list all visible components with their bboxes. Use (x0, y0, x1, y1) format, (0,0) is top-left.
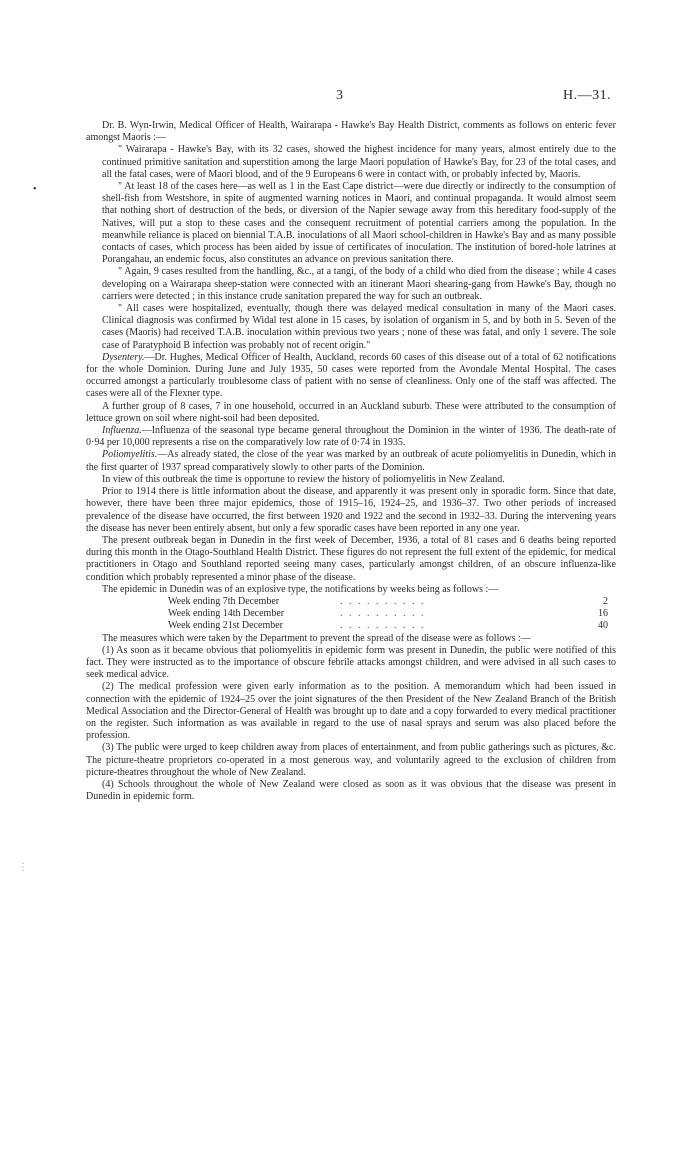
polio-paragraph: Poliomyelitis.—As already stated, the close of the year was marked by an outbreak of acute poliomyelitis in Dunedin, which in the first quarter of 1937 spread comparatively slowly to other parts of the Dominion. (86, 449, 616, 473)
table-row (168, 620, 608, 632)
measure-item: (4) Schools throughout the whole of New Zealand were closed as soon as it was obvious that the disease was present in Dunedin in epidemic form. (86, 778, 616, 803)
week-value: 2 (603, 595, 608, 607)
margin-mark: ⋮ (18, 862, 28, 873)
table-row (168, 608, 608, 620)
document-reference: H.—31. (563, 88, 612, 103)
body-paragraph: The epidemic in Dunedin was of an explosive type, the notifications by weeks being as follows :— (102, 583, 499, 595)
margin-mark: • (33, 184, 37, 195)
measure-item: (2) The medical profession were given early information as to the position. A memorandum which had been issued in connection with the epidemic of 1924–25 over the joint signatures of the then President of the New Zealand Branch of the British Medical Association and the Director-General of Health was brought up to date and a copy forwarded to every medical practitioner on the register. Such information as was available in regard to the use of nasal sprays and serum was also placed before the profession. (86, 681, 616, 742)
week-label: Week ending 7th December (168, 595, 280, 607)
polio-text: As already stated, the close of the year was marked by an outbreak of acute poliomyelitis in Dunedin, which in the first quarter of 1937 spread comparatively slowly to other parts of the Dominion. (86, 449, 616, 473)
table-row (168, 596, 608, 608)
measure-item: (1) As soon as it became obvious that poliomyelitis in epidemic form was present in Dunedin, the public were notified of this fact. They were instructed as to the importance of obscure febrile attacks amongst children, and were advised in all such cases to seek medical advice. (86, 644, 616, 681)
enteric-intro: Dr. B. Wyn-Irwin, Medical Officer of Health, Wairarapa - Hawke's Bay Health District, comments as follows on enteric fever amongst Maoris :— (86, 120, 616, 144)
measure-item: (3) The public were urged to keep children away from places of entertainment, and from public gatherings such as pictures, &c. The picture-theatre proprietors co-operated in a most generous way, and voluntarily agreed to the exclusion of children from picture-theatres throughout the whole of New Zealand. (86, 742, 616, 778)
quote-paragraph: " All cases were hospitalized, eventually, though there was delayed medical consultation in many of the Maori cases. Clinical diagnosis was confirmed by Widal test alone in 15 cases, by isolation of organism in 5, and by both in 5. Seven of the cases (Maoris) had received T.A.B. inoculation within previous two years ; none of these was fatal, and only 1 severe. The sole case of Paratyphoid B infection was probably not of recent origin." (102, 303, 616, 351)
document-body (86, 120, 616, 803)
dysentery-text: Dr. Hughes, Medical Officer of Health, Auckland, records 60 cases of this disease out of a total of 62 notifications for the whole Dominion. During June and July 1935, 50 cases were reported from the Avondale Mental Hospital. The cases occurred amongst a particularly troublesome class of patient with no sense of cleanliness. Only one of the staff was affected. The cases were all of the Flexner type. (86, 351, 616, 400)
week-value: 16 (598, 608, 608, 620)
quote-paragraph: " Again, 9 cases resulted from the handling, &c., at a tangi, of the body of a child who died from the disease ; while 4 cases developing on a Wairarapa sheep-station were connected with an itinerant Maori shearing-gang from Hawke's Bay, though no carriers were detected ; in this instance crude sanitation prepared the way for such an outbreak. (102, 266, 616, 302)
week-label: Week ending 14th December (168, 608, 285, 620)
body-paragraph: The present outbreak began in Dunedin in the first week of December, 1936, a total of 81 cases and 6 deaths being reported during this month in the Otago-Southland Health District. These figures do not represent the full extent of the epidemic, for medical practitioners in Otago and Southland reported seeing many cases, particularly amongst children, of an obscure influenza-like condition which probably represented a minor phase of the disease. (86, 534, 616, 583)
influenza-text: Influenza of the seasonal type became general throughout the Dominion in the winter of 1936. The death-rate of 0·94 per 10,000 represents a rise on the comparatively low rate of 0·74 in 1935. (86, 425, 616, 449)
body-paragraph: The measures which were taken by the Department to prevent the spread of the disease were as follows :— (102, 632, 531, 644)
week-label: Week ending 21st December (168, 620, 283, 632)
week-value: 40 (598, 620, 608, 632)
influenza-subhead: Influenza. (102, 425, 142, 437)
weekly-notifications-table (168, 596, 608, 633)
dot-leader: . . . . . . . . . . (340, 608, 426, 620)
body-paragraph: In view of this outbreak the time is opportune to review the history of poliomyelitis in New Zealand. (102, 473, 505, 485)
dot-leader: . . . . . . . . . . (340, 620, 426, 632)
influenza-paragraph: Influenza.—Influenza of the seasonal type became general throughout the Dominion in the winter of 1936. The death-rate of 0·94 per 10,000 represents a rise on the comparatively low rate of 0·74 in 1935. (86, 425, 616, 449)
body-paragraph: A further group of 8 cases, 7 in one household, occurred in an Auckland suburb. These were attributed to the consumption of lettuce grown on soil where night-soil had been deposited. (86, 400, 616, 424)
dysentery-subhead: Dysentery. (102, 351, 145, 363)
body-paragraph: Prior to 1914 there is little information about the disease, and apparently it was present only in sporadic form. Since that date, however, there have been three major epidemics, those of 1915–16, 1924–25, and 1936–37. Two other periods of increased prevalence of the disease have occurred, the first between 1920 and 1922 and the second in 1932–33. During the intervening years the disease has never been entirely absent, but only a few sporadic cases have been reported in any one year. (86, 486, 616, 534)
page-number: 3 (336, 88, 343, 103)
quote-paragraph: " At least 18 of the cases here—as well as 1 in the East Cape district—were due directly or indirectly to the consumption of shell-fish from Westshore, in spite of augmented warning notices in Maori, and continual propaganda. It would almost seem that nothing short of destruction of the beds, or diversion of the Napier sewage away from this hereditary food-supply of the Natives, will put a stop to these cases and the consequent recruitment of potential carriers among the population. In the meanwhile reliance is placed on biennial T.A.B. inoculations of all Maori school-children in Hawke's Bay and as many possible contacts of cases, which process has been aided by issue of certificates of inoculation. The institution of bored-hole latrines at Porangahau, an endemic focus, also constitutes an advance on previous sanitation there. (102, 181, 616, 266)
polio-subhead: Poliomyelitis. (102, 449, 158, 461)
quote-paragraph: " Wairarapa - Hawke's Bay, with its 32 cases, showed the highest incidence for many years, almost entirely due to the continued primitive sanitation and superstition among the large Maori population of Hawke's Bay, for 23 of the total cases, and all the fatal cases, were of Maori blood, and of the 9 Europeans 6 were in contact with, or probably infected by, Maoris. (102, 144, 616, 180)
dysentery-paragraph: Dysentery.—Dr. Hughes, Medical Officer of Health, Auckland, records 60 cases of this disease out of a total of 62 notifications for the whole Dominion. During June and July 1935, 50 cases were reported from the Avondale Mental Hospital. The cases occurred amongst a particularly troublesome class of patient with no sense of cleanliness. Only one of the staff was affected. The cases were all of the Flexner type. (86, 351, 616, 400)
dot-leader: . . . . . . . . . . (340, 595, 426, 607)
